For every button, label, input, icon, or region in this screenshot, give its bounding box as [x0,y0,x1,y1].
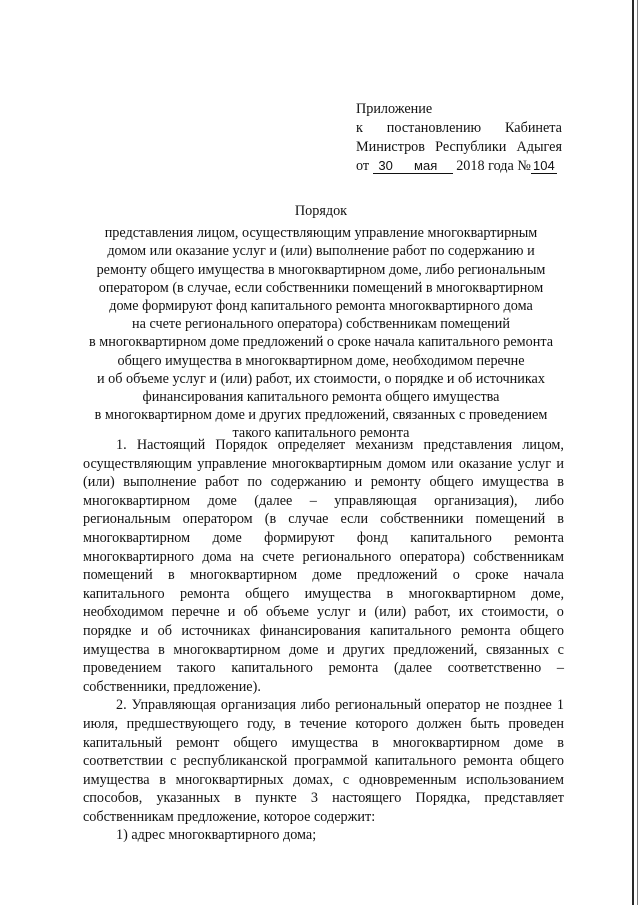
text-line [83,789,564,808]
appendix-resolution-line [356,119,562,138]
word: предложений, [393,641,478,658]
word: ремонт [176,734,220,751]
word: перечне [171,604,220,621]
text-line [83,492,564,511]
title-line: оператором (в случае, если собственники помещений в многоквартирном [98,279,544,296]
text-line [83,436,564,455]
word: имущества [482,474,549,491]
word: помещений [83,567,153,584]
title-line: представления лицом, осуществляющим управление многоквартирным [104,225,538,242]
word: региональным [83,511,171,528]
word: и [358,604,367,621]
word: в [386,585,394,602]
page-edge-shadow [632,0,634,905]
word: доме [207,492,237,509]
word: ремонта [514,529,564,546]
word: и [140,622,149,639]
text-line [83,473,564,492]
word: домах, [293,771,334,788]
word: доме [513,734,544,751]
appendix-ministry-line [356,138,562,157]
word: выполнение [123,474,197,491]
text-line [83,585,564,604]
appendix-word: Адыгея [516,139,562,155]
word: такого [177,660,216,677]
appendix-date-line [356,157,562,176]
date-year: 2018 года № [456,158,531,174]
word: формируют [264,529,335,546]
word: ремонту [370,474,421,491]
word: Настоящий [136,437,206,453]
word: в [557,474,564,491]
word: оператора) [399,548,465,565]
word: капитального [369,622,452,639]
title-line: такого капитального ремонта [232,425,410,442]
word: фонд [356,529,388,546]
word: и [556,455,564,472]
document-title [72,202,570,443]
word: услуг [317,604,351,621]
word: (или) [83,474,115,491]
word: доме [289,641,319,658]
appendix-word: постановлению [386,120,482,136]
word: организация), [434,492,518,509]
word: если [340,511,369,528]
date-day: 30 [373,159,399,174]
word: на [239,548,254,565]
text-line [83,659,564,678]
list-item-address: 1) адрес многоквартирного дома; [116,827,317,844]
text-line [83,771,564,790]
paragraph-1 [83,436,564,696]
word: случае [288,511,329,528]
word: ремонта [463,753,513,770]
word: имущества [83,771,150,788]
title-line: и об объеме услуг и (или) работ, их стоимости, о порядке и об источниках [97,370,545,387]
word: 3 [310,790,318,807]
text-line: собственникам предложение, которое содержит: [83,808,376,825]
word: доме [312,567,342,584]
word: способов, [83,790,143,807]
word: имущества [304,585,372,602]
word: в [284,715,291,732]
word: одновременным [358,771,457,788]
word: многоквартирном [408,585,516,602]
word: лицом, [522,437,564,453]
word: определяет [277,437,346,453]
text-line [83,548,564,567]
word: необходимом [83,604,164,621]
word: собственникам [473,548,564,565]
word: региональный [335,697,422,714]
page-edge-line [637,0,638,905]
word: многоквартирным [272,455,382,472]
word: многоквартирного [83,548,194,565]
word: Управляющая [131,697,216,714]
word: в [167,567,175,584]
title-line: на счете регионального оператора) собственникам помещений [132,316,510,333]
word: должен [416,715,462,732]
word: имущества [83,641,150,658]
word: июля, [83,715,118,732]
word: собственники [380,511,464,528]
word: капитального [410,529,492,546]
word: многоквартирном [83,529,191,546]
text-line [83,641,564,660]
word: многоквартирных [175,771,284,788]
title-heading: Порядок [294,203,348,219]
word: объеме [266,604,309,621]
document-body [83,436,564,845]
title-line: доме формируют фонд капитального ремонта многоквартирного дома [109,298,533,315]
word: проведен [508,715,564,732]
text-line [83,734,564,753]
word: течение [299,715,347,732]
word: ремонта [179,585,230,602]
word: в [557,734,564,751]
word: быть [470,715,500,732]
word: их [458,604,474,621]
appendix-word: Министров [356,139,425,155]
word: общего [429,474,474,491]
word: общего [519,753,564,770]
word: Порядок [215,437,268,453]
word: многоквартирном [189,567,298,584]
word: ремонта [460,622,511,639]
text-line [83,622,564,641]
word: домом [387,455,426,472]
word: содержанию [270,474,347,491]
title-line: общего имущества в многоквартирном доме, необходимом перечне [117,352,525,369]
word: использованием [466,771,564,788]
word: в [557,511,564,528]
text-line: собственники, предложение). [83,678,261,695]
word: представляет [484,790,564,807]
word: и [354,474,363,491]
word: многоквартирном [173,641,281,658]
word: (далее [254,492,293,509]
word: финансирования [259,622,361,639]
word: сроке [475,567,509,584]
word: управляющая [334,492,417,509]
word: начала [523,567,564,584]
title-line: в многоквартирном доме предложений о сроке начала капитального ремонта [89,334,553,351]
word: и [326,641,335,658]
word: доме [212,529,242,546]
word: с [557,641,564,658]
word: механизм [355,437,414,453]
word: связанных [486,641,550,658]
appendix-block [356,100,562,176]
date-prefix: от [356,158,370,174]
word: Порядка, [415,790,471,807]
word: работ [205,474,239,491]
appendix-word: Республики [435,139,507,155]
date-month: мая [399,159,453,174]
word: осуществляющим [83,455,192,472]
word: организация [220,697,297,714]
word: (или) [374,604,407,621]
word: стоимости, [481,604,549,621]
word: порядке [83,622,132,639]
word: оператор [426,697,481,714]
word: ремонта [328,660,379,677]
word: капитального [374,753,457,770]
word: пункте [255,790,297,807]
word: услуг [517,455,552,472]
title-line: в многоквартирном доме и других предложений, связанных с проведением [94,407,548,424]
word: не [485,697,500,714]
word: 1 [556,697,564,714]
text-line [83,696,564,715]
word: общего [245,585,290,602]
word: многоквартирном [392,734,500,751]
word: 1. [116,437,127,453]
word: капитального [231,660,313,677]
word: счете [262,548,295,565]
word: республиканской [183,753,288,770]
appendix-label: Приложение [356,101,433,117]
title-line: финансирования капитального ремонта общего имущества [142,389,500,406]
word: в [234,790,242,807]
word: или [431,455,454,472]
appendix-word: Кабинета [505,120,562,136]
word: предшествующего [126,715,239,732]
word: об [243,604,258,621]
word: представления [423,437,513,453]
word: капитальный [83,734,163,751]
word: настоящего [332,790,402,807]
word: с [170,753,177,770]
text-line [83,715,564,734]
word: (далее [393,660,433,677]
word: позднее [504,697,552,714]
text-line [83,752,564,771]
word: оказание [458,455,513,472]
appendix-word: к [356,120,363,136]
title-line: ремонту общего имущества в многоквартирном доме, либо региональным [96,261,546,278]
word: источниках [181,622,251,639]
word: доме, [531,585,564,602]
word: (в [264,511,277,528]
word: имущества [291,734,358,751]
word: управление [197,455,267,472]
word: по [247,474,262,491]
text-line [83,455,564,474]
word: других [343,641,385,658]
word: о [452,567,460,584]
text-line [83,510,564,529]
word: оператором [182,511,253,528]
word: – [556,660,564,677]
paragraph-2 [83,696,564,826]
word: о [556,604,564,621]
word: в [372,734,379,751]
word: и [227,604,236,621]
word: году, [247,715,276,732]
word: либо [534,492,564,509]
word: в [159,771,166,788]
word: проведением [83,660,162,677]
word: дома [202,548,232,565]
word: 2. [116,697,127,714]
word: в [158,641,165,658]
word: многоквартирном [83,492,191,509]
word: которого [355,715,409,732]
word: об [157,622,172,639]
document-number: 104 [531,159,557,174]
word: общего [519,622,564,639]
word: с [342,771,350,788]
word: предложений [356,567,438,584]
text-line [83,529,564,548]
word: соответствии [83,753,164,770]
word: либо [301,697,331,714]
word: программой [294,753,368,770]
word: работ, [414,604,451,621]
word: капитального [83,585,165,602]
word: регионального [302,548,392,565]
title-line: домом или оказание услуг и (или) выполнение работ по содержанию и [107,243,535,260]
word: указанных [156,790,221,807]
word: общего [233,734,278,751]
text-line [83,603,564,622]
word: – [309,492,317,509]
text-line [83,566,564,585]
word: помещений [475,511,546,528]
word: соответственно [447,660,542,677]
